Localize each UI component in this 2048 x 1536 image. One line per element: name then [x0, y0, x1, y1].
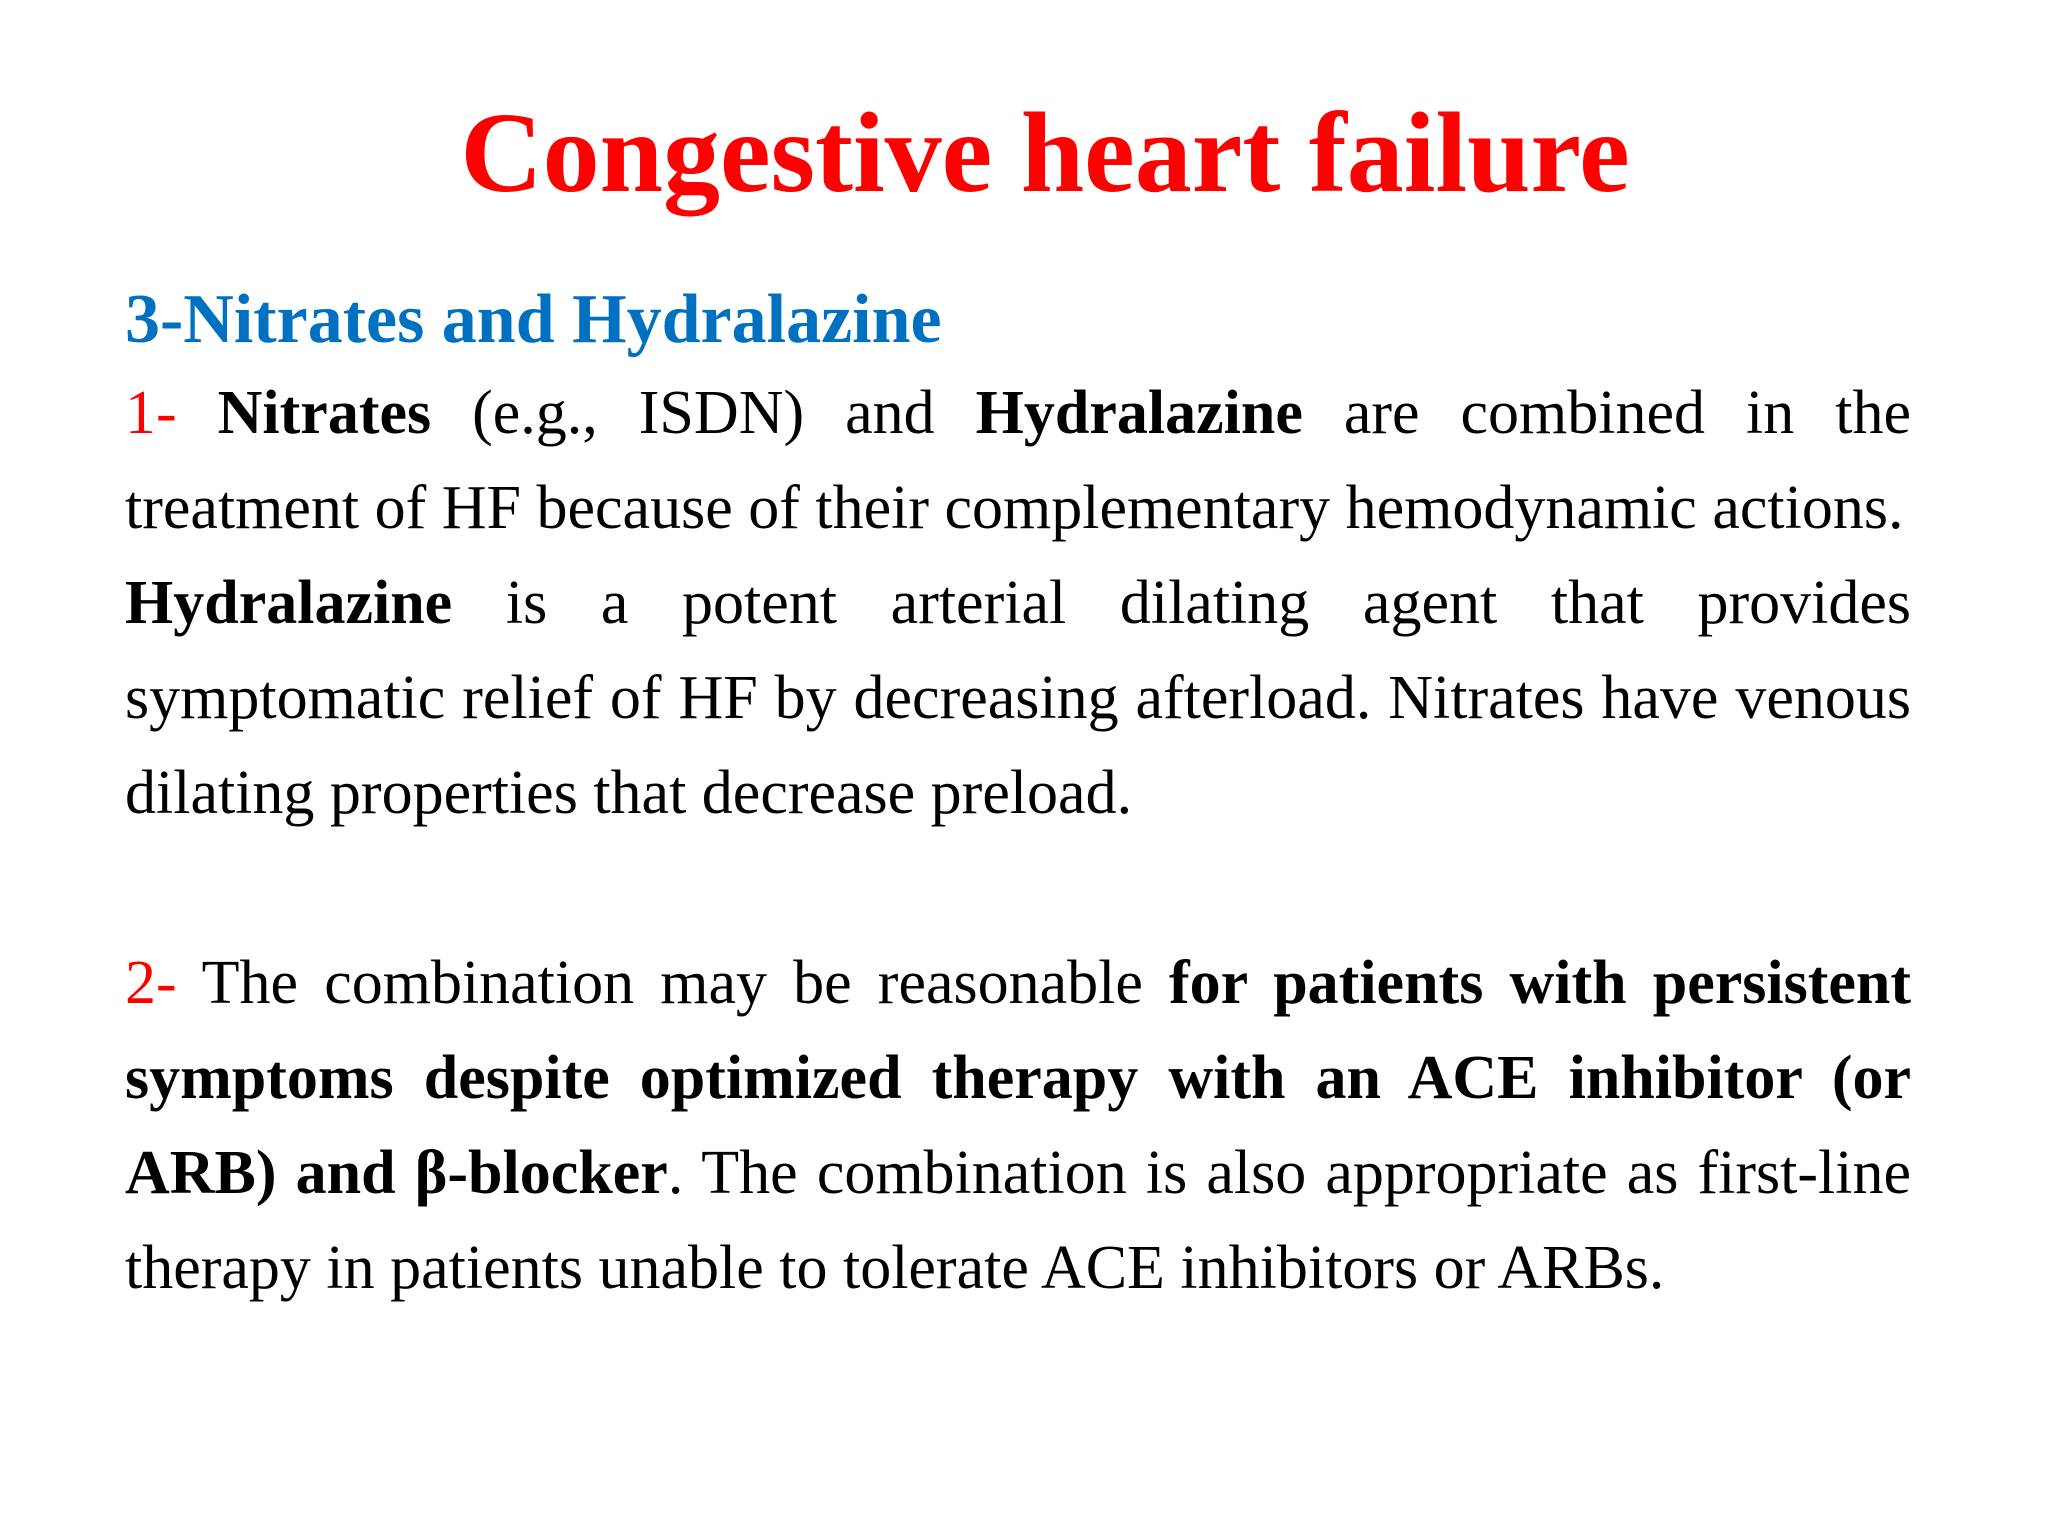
item-number-1: 1-: [125, 379, 177, 447]
paragraph-text: (e.g., ISDN) and: [431, 379, 976, 447]
paragraph-combination-rationale: [125, 366, 1911, 556]
item-number-2: 2-: [125, 949, 177, 1017]
paragraph-text: are combined in the treatment of HF because of their complementary hemodynamic actions.: [125, 379, 1911, 542]
term-hydralazine: Hydralazine: [125, 569, 453, 637]
slide-content: [125, 270, 1911, 1316]
paragraph-mechanism: [125, 556, 1911, 841]
bold-indication: for patients with persistent symptoms despite optimized therapy with an ACE inhibitor (or ARB) and β-blocker: [125, 949, 1912, 1207]
section-heading: 3-Nitrates and Hydralazine: [125, 281, 942, 358]
term-hydralazine: Hydralazine: [975, 379, 1303, 447]
slide-title: Congestive heart failure: [460, 89, 1630, 216]
paragraph-indications: [125, 936, 1911, 1316]
paragraph-text: . The combination is also appropriate as first-line therapy in patients unable to tolerate ACE inhibitors or ARBs.: [125, 1139, 1911, 1302]
paragraph-spacer: [125, 841, 1911, 936]
paragraph-text: is a potent arterial dilating agent that provides symptomatic relief of HF by decreasing afterload. Nitrates have venous dilating properties that decrease preload.: [125, 569, 1911, 827]
term-nitrates: Nitrates: [217, 379, 432, 447]
paragraph-text: The combination may be reasonable: [176, 949, 1170, 1017]
